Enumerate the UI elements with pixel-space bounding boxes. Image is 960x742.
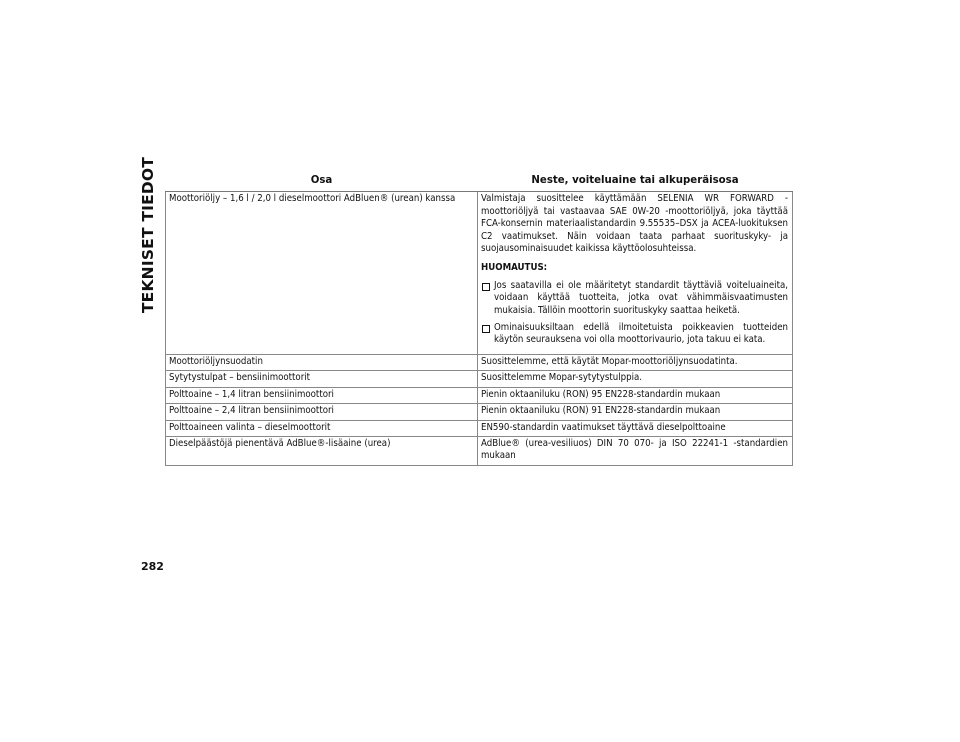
table-row bbox=[166, 436, 793, 465]
table-row bbox=[166, 371, 793, 387]
cell-value: Pienin oktaaniluku (RON) 95 EN228-standardin mukaan bbox=[478, 387, 793, 403]
cell-part: Dieselpäästöjä pienentävä AdBlue®-lisäaine (urea) bbox=[166, 436, 478, 465]
page-number: 282 bbox=[141, 560, 164, 573]
cell-value: Suosittelemme Mopar-sytytystulppia. bbox=[478, 371, 793, 387]
engine-oil-recommendation: Valmistaja suosittelee käyttämään SELENIA WR FORWARD -moottoriöljyä tai vastaavaa SAE 0W-20 -moottoriöljyä, joka täyttää FCA-konsernin materiaalistandardin 9.55535–DSX ja ACEA-luokituksen C2 vaatimukset. Näin voidaan taata parhaat suorituskyky- ja suojausominaisuudet kaikissa käyttöolosuhteissa. bbox=[481, 193, 788, 255]
header-part: Osa bbox=[166, 173, 478, 192]
note-bullet-text: Ominaisuuksiltaan edellä ilmoitetuista poikkeavien tuotteiden käytön seurauksena voi olla moottorivaurio, jota takuu ei kata. bbox=[494, 322, 788, 346]
table-row bbox=[166, 387, 793, 403]
cell-value: AdBlue® (urea-vesiliuos) DIN 70 070- ja ISO 22241-1 -standardien mukaan bbox=[478, 436, 793, 465]
header-fluid: Neste, voiteluaine tai alkuperäisosa bbox=[478, 173, 793, 192]
fluids-spec-table bbox=[165, 173, 793, 466]
table-row bbox=[166, 192, 793, 354]
table-row bbox=[166, 420, 793, 436]
checkbox-square-icon bbox=[482, 283, 490, 291]
section-side-title bbox=[137, 156, 159, 314]
cell-part-engine-oil: Moottoriöljy – 1,6 l / 2,0 l dieselmoottori AdBluen® (urean) kanssa bbox=[166, 192, 478, 354]
cell-part: Moottoriöljynsuodatin bbox=[166, 354, 478, 370]
cell-value: Pienin oktaaniluku (RON) 91 EN228-standardin mukaan bbox=[478, 404, 793, 420]
cell-part: Sytytystulpat – bensiinimoottorit bbox=[166, 371, 478, 387]
note-bullet bbox=[481, 322, 788, 347]
cell-value: EN590-standardin vaatimukset täyttävä dieselpolttoaine bbox=[478, 420, 793, 436]
cell-part: Polttoaine – 1,4 litran bensiinimoottori bbox=[166, 387, 478, 403]
note-bullet bbox=[481, 280, 788, 317]
table-row bbox=[166, 404, 793, 420]
checkbox-square-icon bbox=[482, 325, 490, 333]
cell-engine-oil-spec bbox=[478, 192, 793, 354]
section-title-text: TEKNISET TIEDOT bbox=[139, 156, 157, 314]
table-row bbox=[166, 354, 793, 370]
cell-part: Polttoaineen valinta – dieselmoottorit bbox=[166, 420, 478, 436]
note-title: HUOMAUTUS: bbox=[481, 262, 548, 274]
cell-part: Polttoaine – 2,4 litran bensiinimoottori bbox=[166, 404, 478, 420]
note-bullet-text: Jos saatavilla ei ole määritetyt standardit täyttäviä voiteluaineita, voidaan käyttää tuotteita, jotka ovat vähimmäisvaatimusten mukaisia. Tällöin moottorin suorituskyky saattaa heiketä. bbox=[494, 279, 788, 316]
cell-value: Suosittelemme, että käytät Mopar-moottoriöljynsuodatinta. bbox=[478, 354, 793, 370]
table-header-row bbox=[166, 173, 793, 192]
